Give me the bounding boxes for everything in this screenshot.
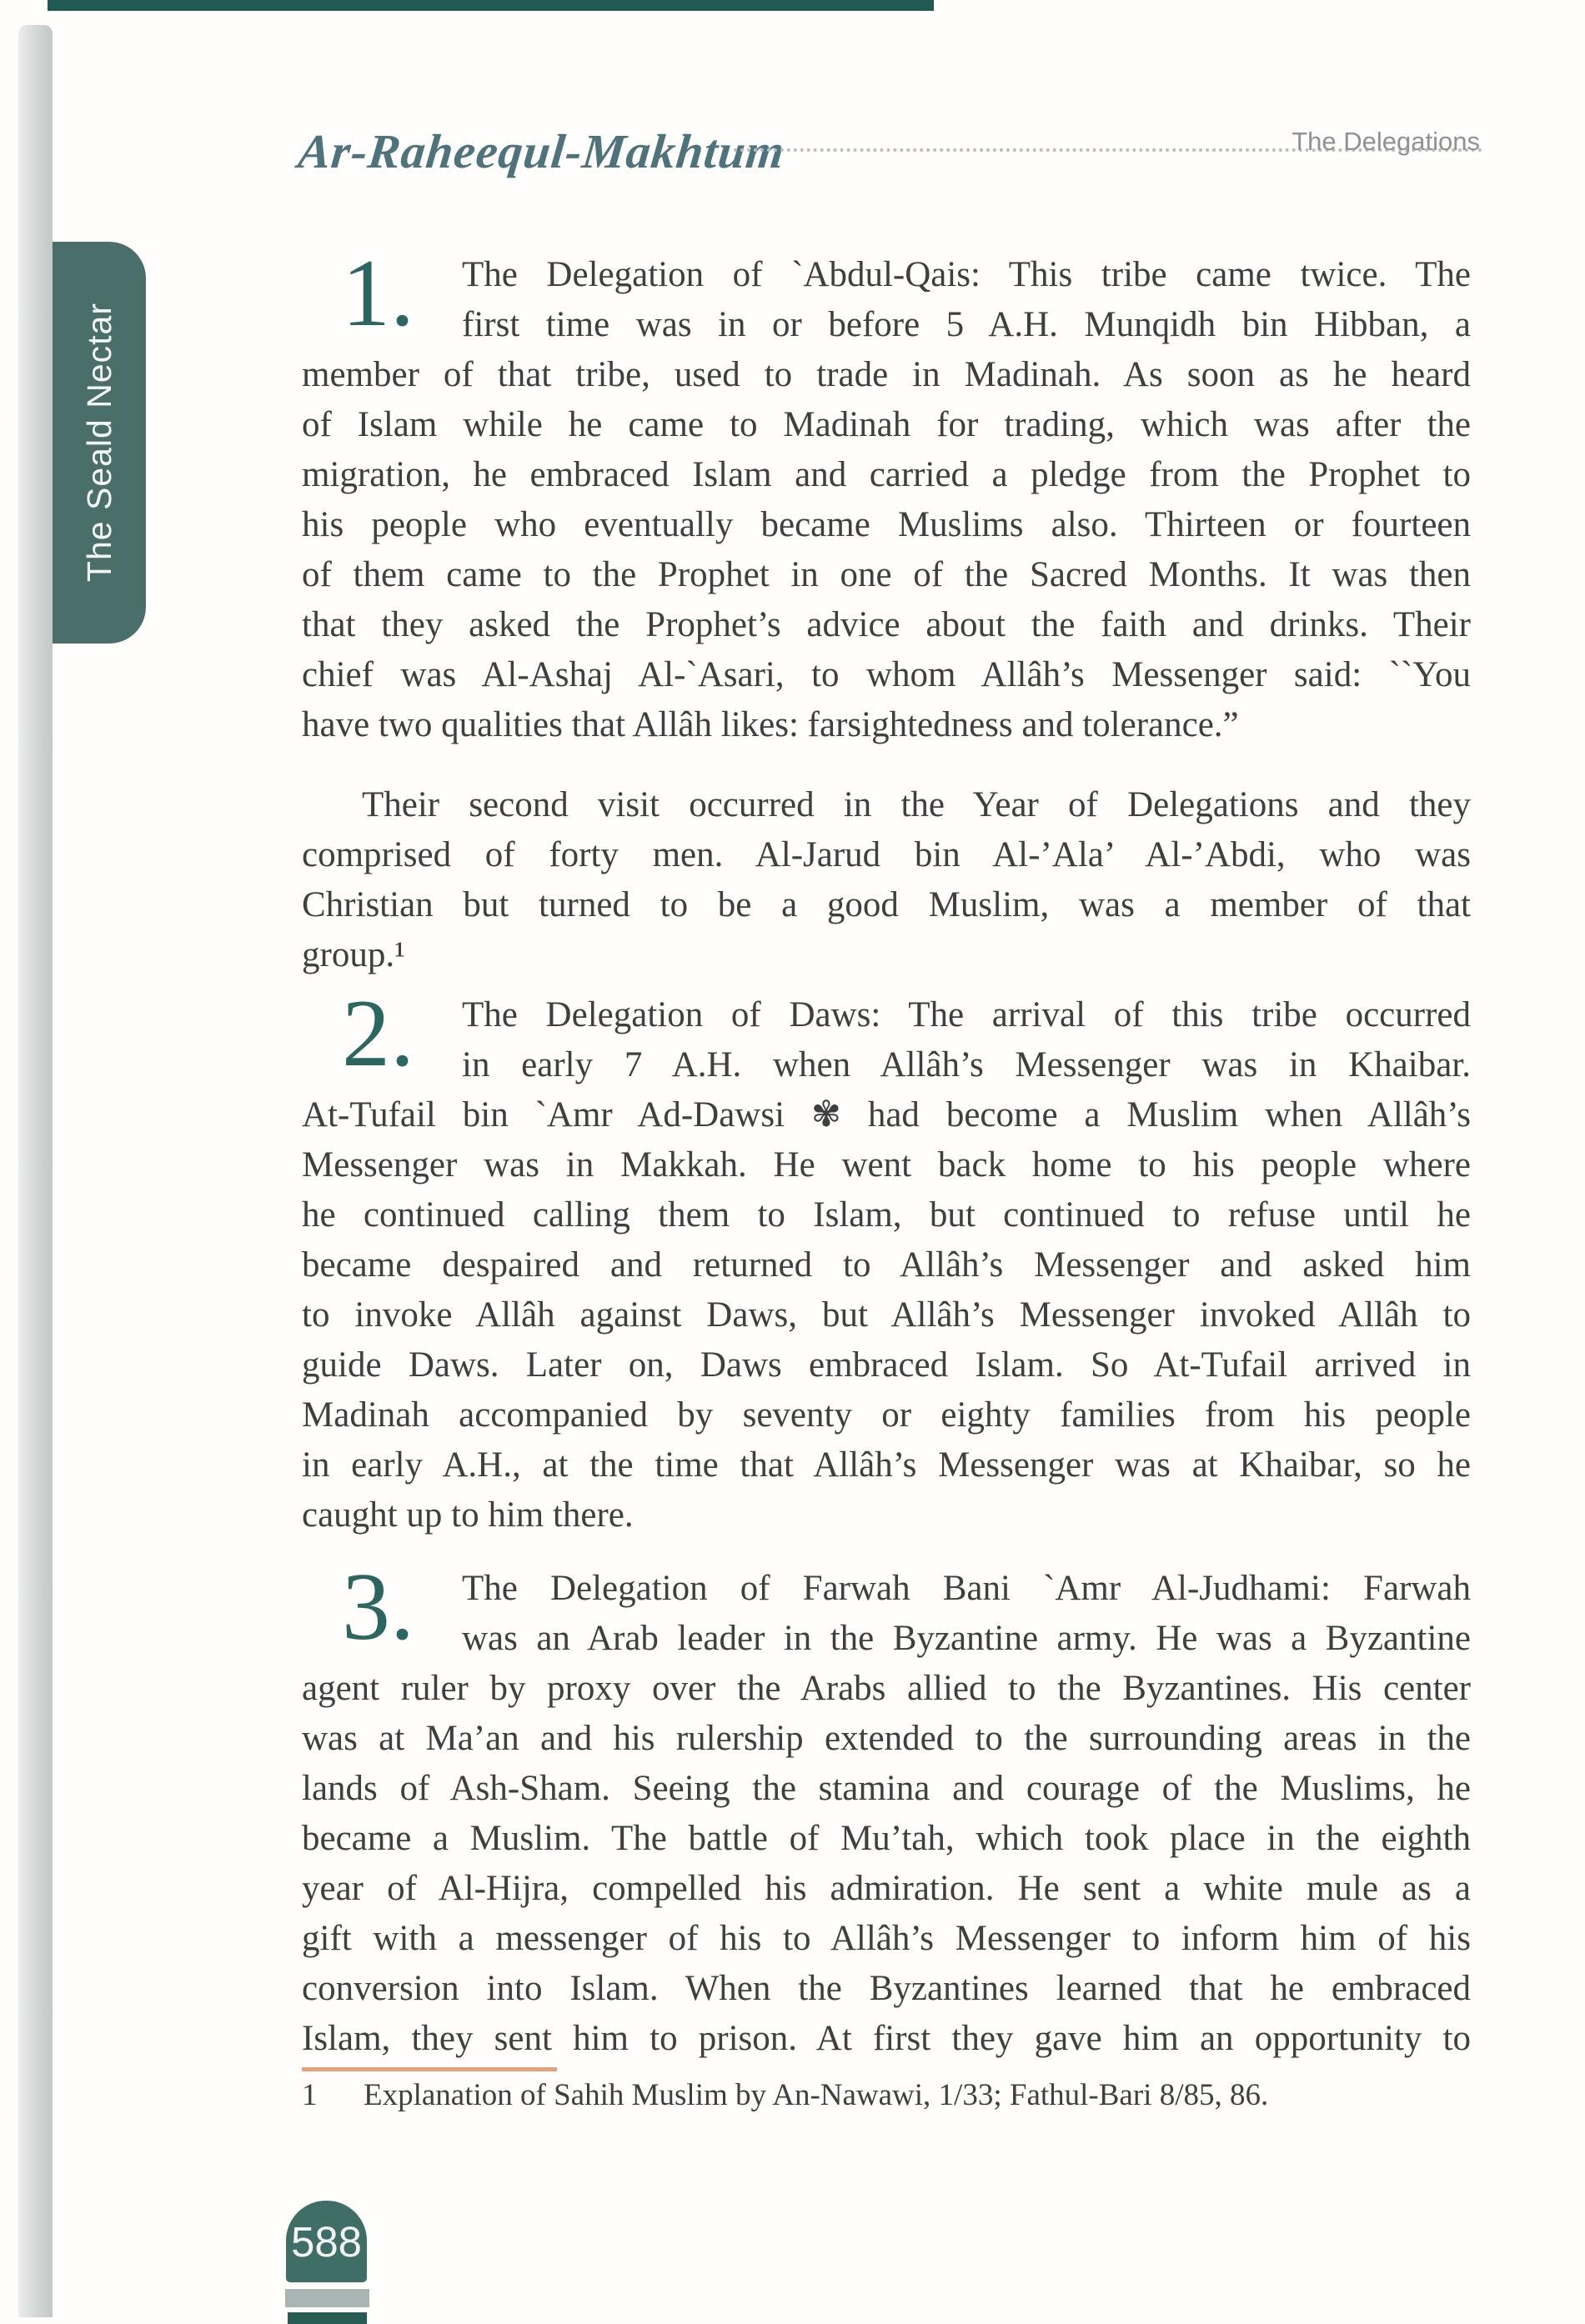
footnote-text: Explanation of Sahih Muslim by An-Nawawi, 1/33; Fathul-Bari 8/85, 86. <box>364 2078 1269 2112</box>
text-line: Their second visit occurred in the Year of Delegations and they <box>362 785 1471 824</box>
text-line: Christian but turned to be a good Muslim, was a member of that <box>302 885 1471 924</box>
text-line: At-Tufail bin `Amr Ad-Dawsi ✾ had become a Muslim when Allâh’s <box>302 1095 1471 1134</box>
numbered-section-1 <box>302 240 1471 750</box>
footnote-marker: 1 <box>302 2078 318 2112</box>
footnote <box>302 2077 1471 2113</box>
dropcap-numeral: 3. <box>342 1554 414 1660</box>
sidebar-tab-label: The Seald Nectar <box>79 303 118 583</box>
text-column <box>302 240 1471 2064</box>
text-line: was at Ma’an and his rulership extended to the surrounding areas in the <box>302 1719 1471 1758</box>
text-line: member of that tribe, used to trade in Madinah. As soon as he heard <box>302 355 1471 394</box>
text-line: of Islam while he came to Madinah for trading, which was after the <box>302 405 1471 444</box>
text-line: The Delegation of Daws: The arrival of this tribe occurred <box>462 995 1471 1034</box>
text-line: chief was Al-Ashaj Al-`Asari, to whom Allâh’s Messenger said: ``You <box>302 655 1471 694</box>
dropcap-numeral: 2. <box>342 980 414 1087</box>
numbered-section-2 <box>302 980 1471 1540</box>
text-line: conversion into Islam. When the Byzantines learned that he embraced <box>302 1969 1471 2008</box>
text-line: lands of Ash-Sham. Seeing the stamina and courage of the Muslims, he <box>302 1769 1471 1808</box>
text-line: year of Al-Hijra, compelled his admiration. He sent a white mule as a <box>302 1869 1471 1908</box>
text-line: he continued calling them to Islam, but continued to refuse until he <box>302 1195 1471 1235</box>
text-line: comprised of forty men. Al-Jarud bin Al-’Ala’ Al-’Abdi, who was <box>302 835 1471 874</box>
text-line: became a Muslim. The battle of Mu’tah, which took place in the eighth <box>302 1819 1471 1858</box>
text-line: was an Arab leader in the Byzantine army. He was a Byzantine <box>462 1619 1471 1658</box>
numbered-section-3 <box>302 1554 1471 2064</box>
text-line: of them came to the Prophet in one of the Sacred Months. It was then <box>302 555 1471 594</box>
text-line: Islam, they sent him to prison. At first they gave him an opportunity to <box>302 2019 1471 2058</box>
text-line: have two qualities that Allâh likes: farsightedness and tolerance.” <box>302 705 1239 744</box>
text-line: group.¹ <box>302 935 405 974</box>
spine-strip <box>18 25 53 2317</box>
text-line: his people who eventually became Muslims also. Thirteen or fourteen <box>302 505 1471 544</box>
text-line: became despaired and returned to Allâh’s Messenger and asked him <box>302 1245 1471 1285</box>
top-edge-bar <box>48 0 934 11</box>
footnote-rule <box>302 2067 557 2071</box>
text-line: guide Daws. Later on, Daws embraced Islam. So At-Tufail arrived in <box>302 1345 1471 1385</box>
text-line: gift with a messenger of his to Allâh’s Messenger to inform him of his <box>302 1919 1471 1958</box>
badge-underline-bar <box>285 2289 369 2307</box>
text-line: caught up to him there. <box>302 1495 634 1535</box>
text-line: The Delegation of Farwah Bani `Amr Al-Judhami: Farwah <box>462 1569 1471 1608</box>
dropcap-numeral: 1. <box>342 240 414 347</box>
text-line: in early A.H., at the time that Allâh’s Messenger was at Khaibar, so he <box>302 1445 1471 1485</box>
text-line: first time was in or before 5 A.H. Munqidh bin Hibban, a <box>462 305 1471 344</box>
page-number-badge <box>286 2201 367 2282</box>
text-line: in early 7 A.H. when Allâh’s Messenger was in Khaibar. <box>462 1045 1471 1084</box>
text-line: that they asked the Prophet’s advice about the faith and drinks. Their <box>302 605 1471 644</box>
sidebar-tab <box>53 242 146 644</box>
page-number: 588 <box>290 2217 363 2266</box>
bottom-edge-bar <box>288 2312 367 2324</box>
chapter-title: The Delegations <box>1292 127 1480 156</box>
text-line: migration, he embraced Islam and carried a pledge from the Prophet to <box>302 455 1471 494</box>
text-line: agent ruler by proxy over the Arabs allied to the Byzantines. His center <box>302 1669 1471 1708</box>
book-title-script: Ar-Raheequl-Makhtum <box>295 124 788 178</box>
text-line: Messenger was in Makkah. He went back home to his people where <box>302 1145 1471 1185</box>
text-line: Madinah accompanied by seventy or eighty families from his people <box>302 1395 1471 1435</box>
text-line: The Delegation of `Abdul-Qais: This tribe came twice. The <box>462 255 1471 294</box>
paragraph <box>302 780 1471 980</box>
text-line: to invoke Allâh against Daws, but Allâh’s Messenger invoked Allâh to <box>302 1295 1471 1335</box>
